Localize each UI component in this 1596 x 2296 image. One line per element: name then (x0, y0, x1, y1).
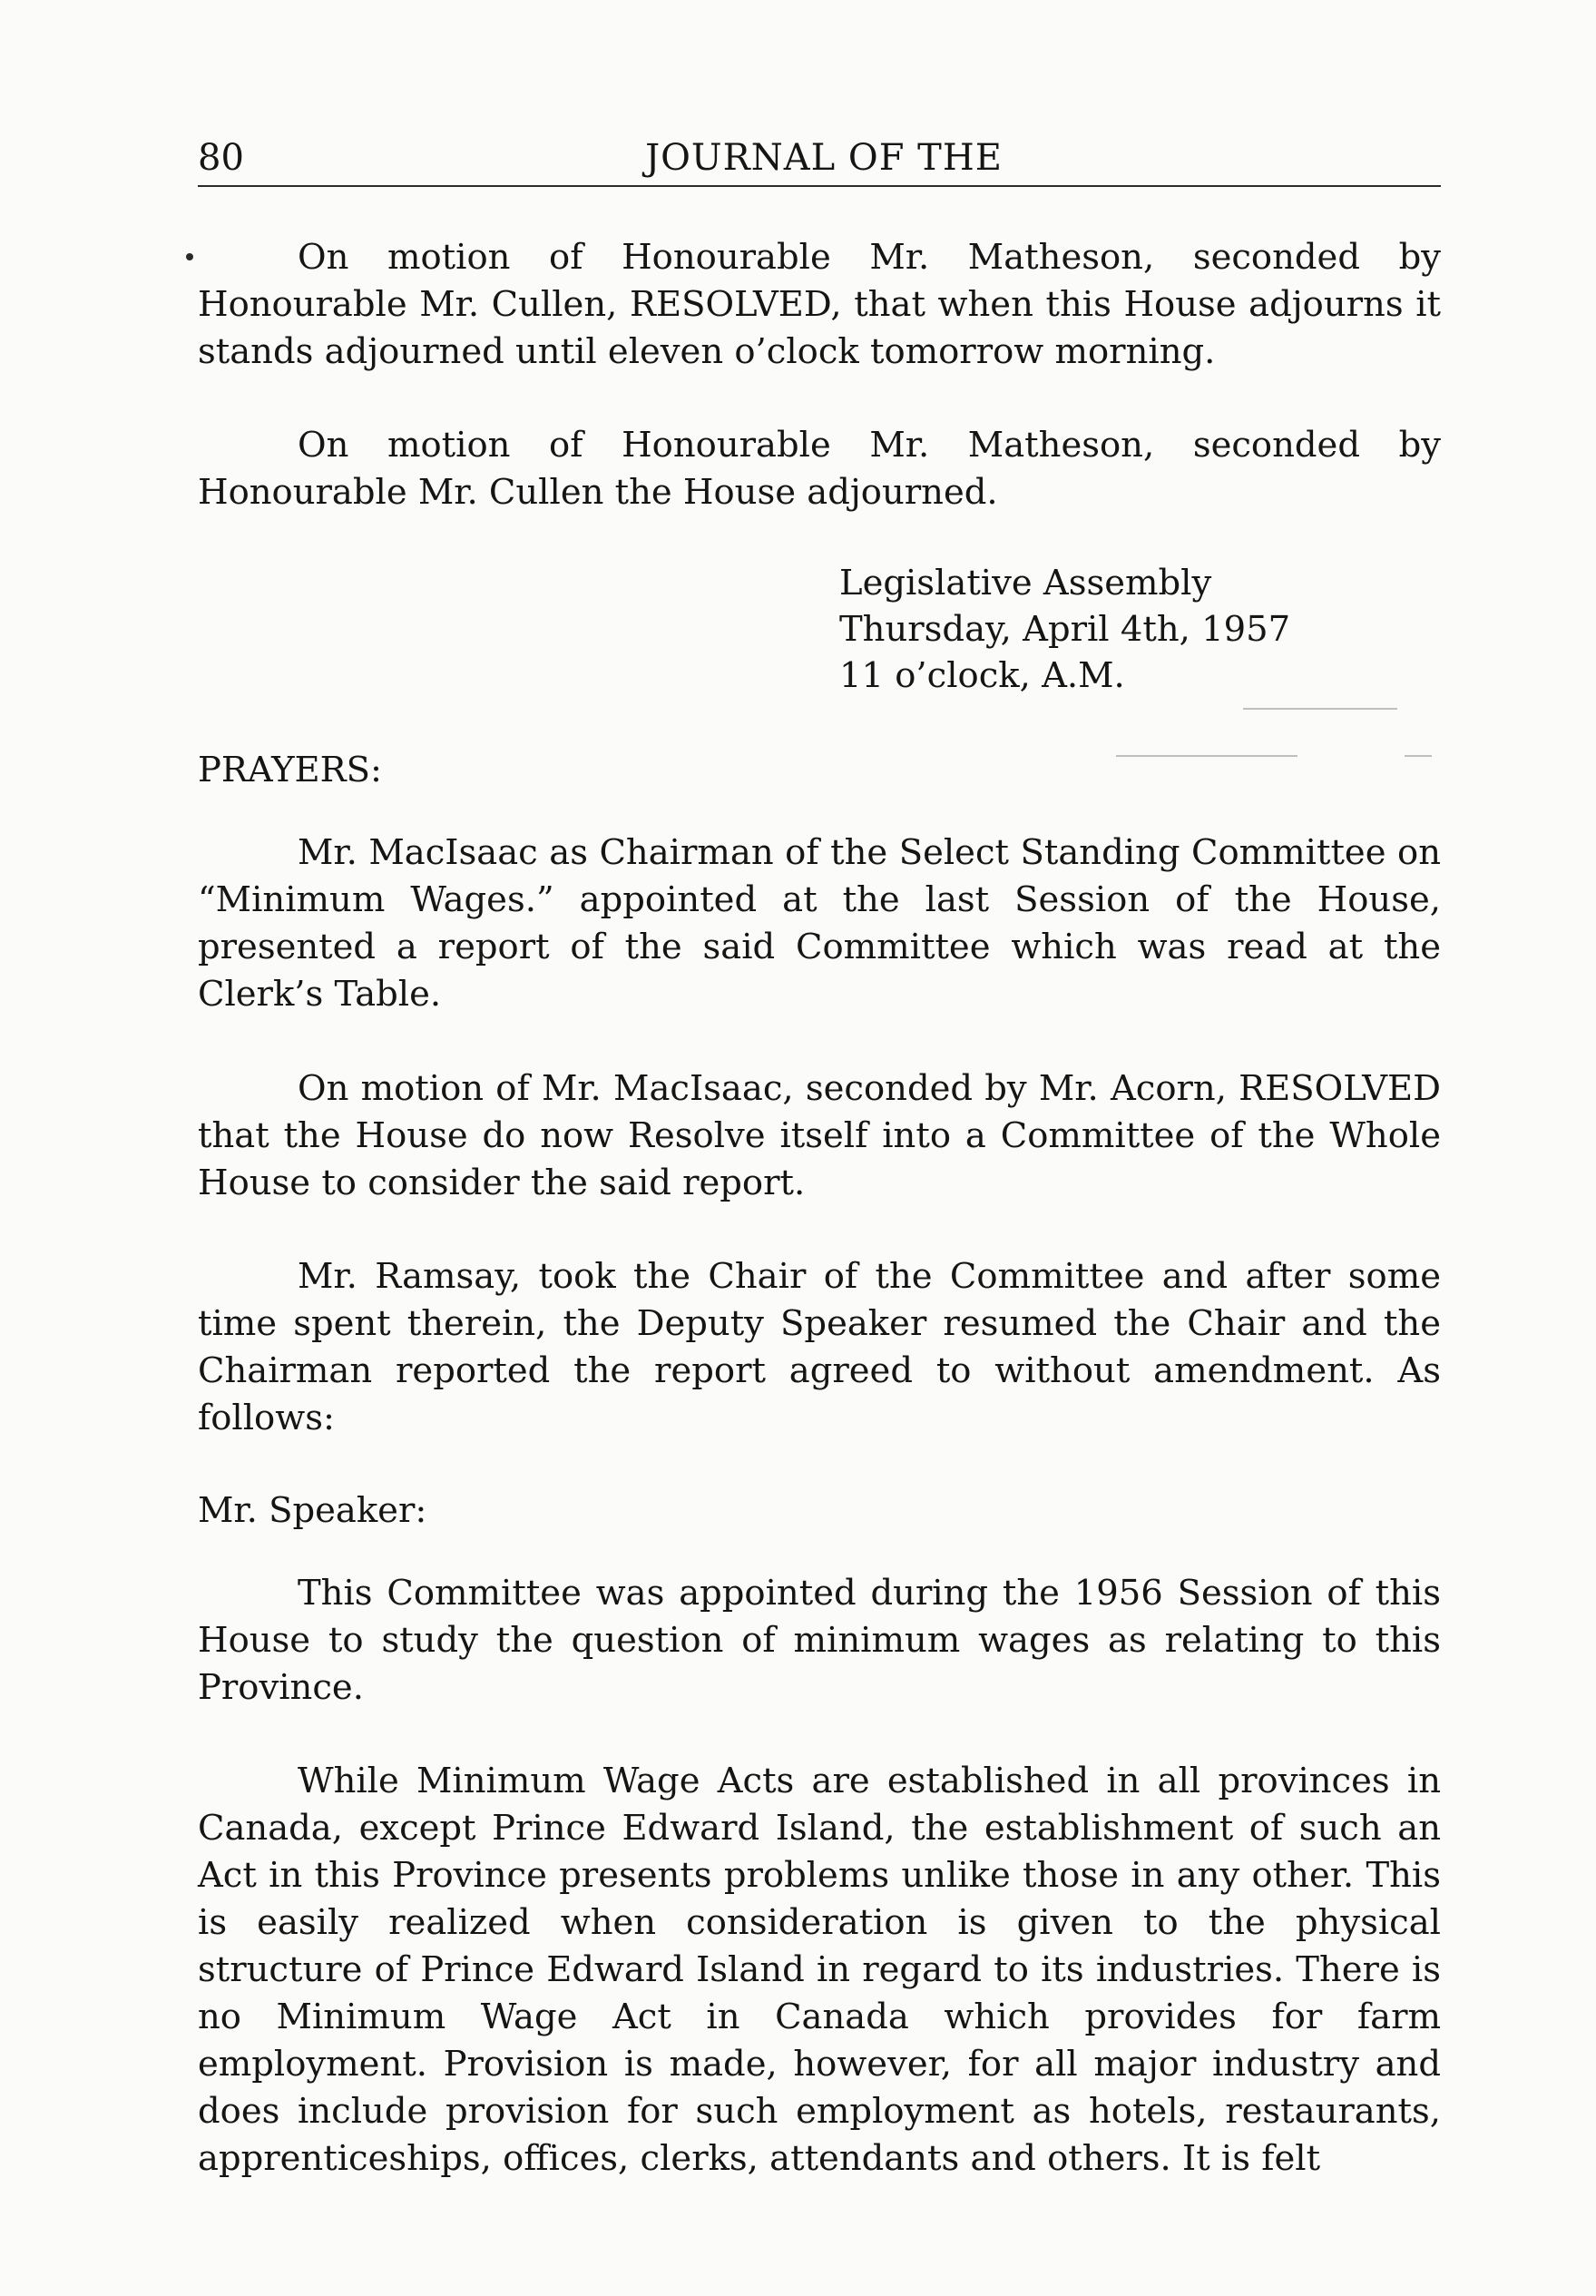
header-rule (198, 185, 1441, 187)
sitting-date: Thursday, April 4th, 1957 (839, 609, 1291, 650)
sitting-time: 11 o’clock, A.M. (839, 655, 1125, 696)
paragraph-adjournment-resolution: On motion of Honourable Mr. Matheson, seconded by Honourable Mr. Cullen, RESOLVED, that when this House adjourns it stands adjourned until eleven o’clock tomorrow morning. (198, 237, 1441, 372)
paragraph-committee-report: Mr. MacIsaac as Chairman of the Select Standing Committee on “Minimum Wages.” appointed at the last Session of the House, presented a report of the said Committee which was read at the Clerk’s Table. (198, 832, 1441, 1015)
paragraph-committee-of-whole: On motion of Mr. MacIsaac, seconded by Mr. Acorn, RESOLVED that the House do now Resolve itself into a Committee of the Whole House to consider the said report. (198, 1068, 1441, 1203)
scan-speck (1116, 755, 1297, 757)
page-number: 80 (198, 137, 244, 179)
page-header (198, 137, 1441, 191)
sitting-body: Legislative Assembly (839, 563, 1212, 603)
speaker-salutation: Mr. Speaker: (198, 1490, 427, 1531)
scan-speck (1405, 755, 1432, 757)
paragraph-chair-report: Mr. Ramsay, took the Chair of the Committee and after some time spent therein, the Deputy Speaker resumed the Chair and the Chairman reported the report agreed to without amendment. As follows: (198, 1256, 1441, 1438)
running-title: JOURNAL OF THE (645, 137, 1003, 179)
paragraph-house-adjourned: On motion of Honourable Mr. Matheson, seconded by Honourable Mr. Cullen the House adjourned. (198, 425, 1441, 513)
sitting-dateline (839, 560, 1384, 699)
paragraph-minimum-wage-acts: While Minimum Wage Acts are established in all provinces in Canada, except Prince Edward Island, the establishment of such an Act in this Province presents problems unlike those in any other. This is easily realized when consideration is given to the physical structure of Prince Edward Island in regard to its industries. There is no Minimum Wage Act in Canada which provides for farm employment. Provision is made, however, for all major industry and does include provision for such employment as hotels, restaurants, apprenticeships, offices, clerks, attendants and others. It is felt (198, 1761, 1441, 2179)
paragraph-committee-appointed: This Committee was appointed during the 1956 Session of this House to study the question of minimum wages as relating to this Province. (198, 1573, 1441, 1708)
margin-dot (186, 253, 193, 260)
prayers-heading: PRAYERS: (198, 750, 382, 790)
scan-speck (1243, 708, 1397, 710)
